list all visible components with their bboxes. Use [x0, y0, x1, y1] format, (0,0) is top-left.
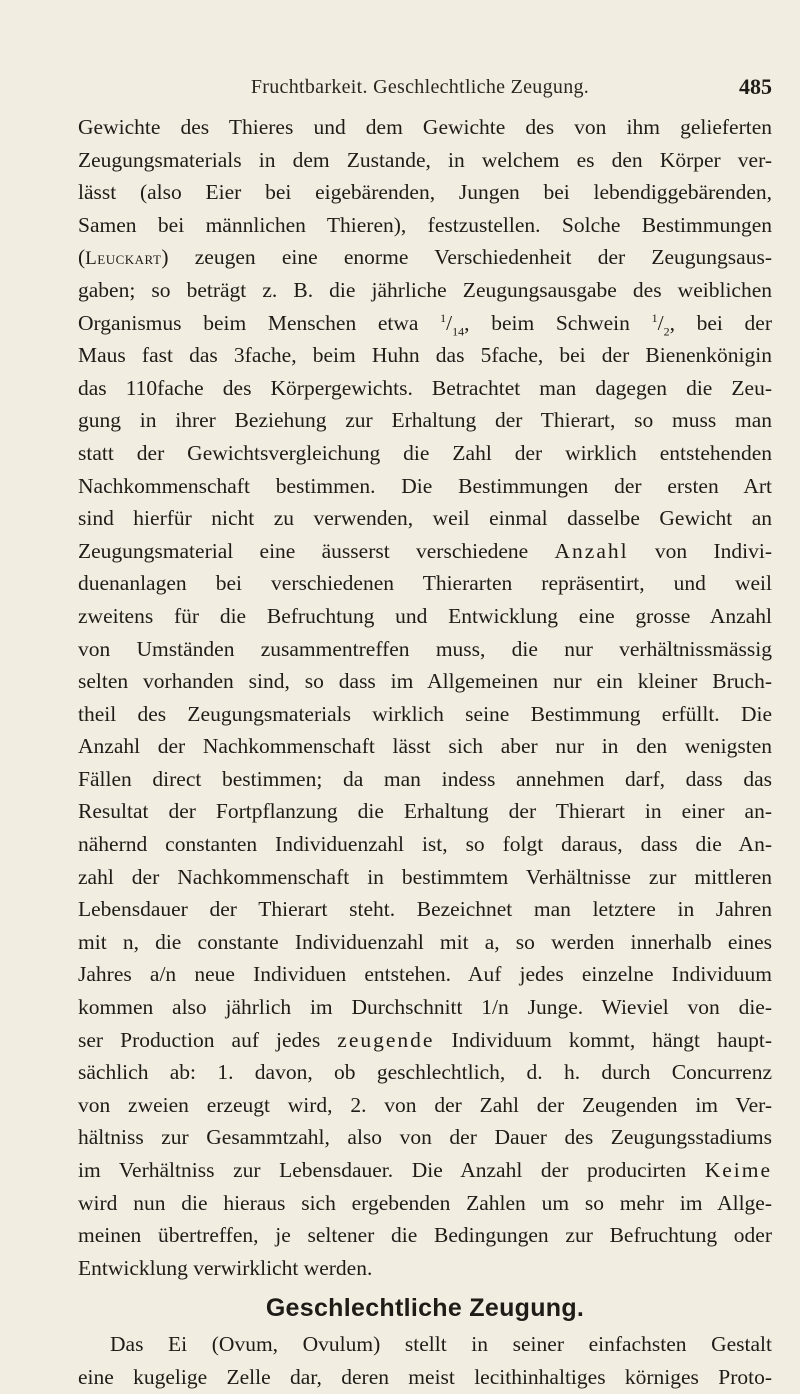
- text-fragment: ser Production auf jedes: [78, 1027, 338, 1052]
- paragraph-1: [78, 111, 772, 1284]
- section-heading: Geschlechtliche Zeugung.: [265, 1294, 585, 1323]
- text-line: Zeugungsmaterials in dem Zustande, in welchem es den Körper ver-: [78, 147, 772, 172]
- text-fragment: Organismus beim Menschen etwa: [78, 310, 441, 335]
- text-fragment: ) zeugen eine enorme Verschiedenheit der Zeugungsaus-: [161, 245, 772, 270]
- text-line: statt der Gewichtsvergleichung die Zahl der wirklich entstehenden: [78, 440, 772, 465]
- text-line: Resultat der Fortpflanzung die Erhaltung der Thierart in einer an-: [78, 799, 772, 824]
- text-line: Lebensdauer der Thierart steht. Bezeichnet man letztere in Jahren: [78, 897, 772, 922]
- text-line: sächlich ab: 1. davon, ob geschlechtlich, d. h. durch Concurrenz: [78, 1060, 772, 1085]
- text-line: sind hierfür nicht zu verwenden, weil einmal dasselbe Gewicht an: [78, 506, 772, 531]
- text-line: Organismus beim Menschen etwa $^1/_{14}$, beim Schwein $^1/_2$, bei der: [78, 310, 772, 338]
- paragraph-2: [78, 1328, 772, 1393]
- text-line: Gewichte des Thieres und dem Gewichte des von ihm gelieferten: [78, 115, 772, 139]
- text-line: hältniss zur Gesammtzahl, also von der Dauer des Zeugungsstadiums: [78, 1125, 772, 1150]
- text-line: nähernd constanten Individuenzahl ist, so folgt daraus, dass die An-: [78, 832, 772, 857]
- text-line: Samen bei männlichen Thieren), festzustellen. Solche Bestimmungen: [78, 212, 772, 237]
- text-line: eine kugelige Zelle dar, deren meist lecithinhaltiges körniges Proto-: [78, 1364, 772, 1389]
- text-line: Anzahl der Nachkommenschaft lässt sich aber nur in den wenigsten: [78, 734, 772, 759]
- fraction-denominator: 2: [663, 323, 670, 338]
- text-line: wird nun die hieraus sich ergebenden Zahlen um so mehr im Allge-: [78, 1190, 772, 1215]
- text-line: Das Ei (Ovum, Ovulum) stellt in seiner einfachsten Gestalt: [110, 1332, 772, 1357]
- fraction-numerator: 1: [440, 310, 447, 325]
- text-line: meinen übertreffen, je seltener die Bedingungen zur Befruchtung oder: [78, 1223, 772, 1248]
- author-name-leuckart: Leuckart: [85, 248, 162, 270]
- text-fragment: Individuum kommt, hängt haupt-: [434, 1027, 772, 1052]
- text-line: lässt (also Eier bei eigebärenden, Jungen bei lebendiggebärenden,: [78, 180, 772, 205]
- text-fragment: von Indivi-: [628, 538, 772, 563]
- text-line: Maus fast das 3fache, beim Huhn das 5fache, bei der Bienenkönigin: [78, 343, 772, 368]
- running-head-title: Fruchtbarkeit. Geschlechtliche Zeugung.: [250, 76, 590, 98]
- text-line: gaben; so beträgt z. B. die jährliche Zeugungsausgabe des weiblichen: [78, 277, 772, 302]
- text-line: [78, 535, 772, 568]
- text-line: duenanlagen bei verschiedenen Thierarten repräsentirt, und weil: [78, 571, 772, 596]
- text-line: kommen also jährlich im Durchschnitt 1/n Junge. Wieviel von die-: [78, 995, 772, 1020]
- text-fragment: , bei der: [669, 310, 772, 335]
- text-line: von zweien erzeugt wird, 2. von der Zahl der Zeugenden im Ver-: [78, 1092, 772, 1117]
- body-text: [78, 111, 772, 1394]
- emphasis-anzahl: Anzahl: [554, 538, 629, 563]
- page-number: 485: [739, 74, 772, 99]
- emphasis-zeugende: zeugende: [337, 1027, 435, 1052]
- text-line: Fällen direct bestimmen; da man indess annehmen darf, dass das: [78, 766, 772, 791]
- text-fragment: Zeugungsmaterial eine äusserst verschiedene: [78, 538, 555, 563]
- text-line: Jahres a/n neue Individuen entstehen. Auf jedes einzelne Individuum: [78, 962, 772, 987]
- fraction-numerator: 1: [651, 310, 658, 325]
- fraction-denominator: 14: [452, 323, 465, 338]
- text-fragment: (: [78, 245, 86, 270]
- text-line: das 110fache des Körpergewichts. Betrachtet man dagegen die Zeu-: [78, 375, 772, 400]
- text-line: [78, 1154, 772, 1187]
- text-line: Nachkommenschaft bestimmen. Die Bestimmungen der ersten Art: [78, 473, 772, 498]
- text-line: theil des Zeugungsmaterials wirklich seine Bestimmung erfüllt. Die: [78, 701, 772, 726]
- text-line: Entwicklung verwirklicht werden.: [78, 1255, 373, 1280]
- text-fragment: im Verhältniss zur Lebensdauer. Die Anzahl der producirten: [78, 1158, 705, 1182]
- text-line: selten vorhanden sind, so dass im Allgemeinen nur ein kleiner Bruch-: [78, 669, 772, 694]
- text-line: [78, 1024, 772, 1057]
- text-line: gung in ihrer Beziehung zur Erhaltung der Thierart, so muss man: [78, 408, 772, 433]
- text-line: zweitens für die Befruchtung und Entwicklung eine grosse Anzahl: [78, 603, 772, 628]
- emphasis-keime: Keime: [704, 1158, 772, 1182]
- running-head: [118, 74, 772, 104]
- text-line: von Umständen zusammentreffen muss, die nur verhältnissmässig: [78, 636, 772, 661]
- text-line: mit n, die constante Individuenzahl mit a, so werden innerhalb eines: [78, 929, 772, 954]
- text-line: [78, 241, 772, 274]
- text-line: zahl der Nachkommenschaft in bestimmtem Verhältnisse zur mittleren: [78, 864, 772, 889]
- text-fragment: , beim Schwein: [464, 310, 652, 335]
